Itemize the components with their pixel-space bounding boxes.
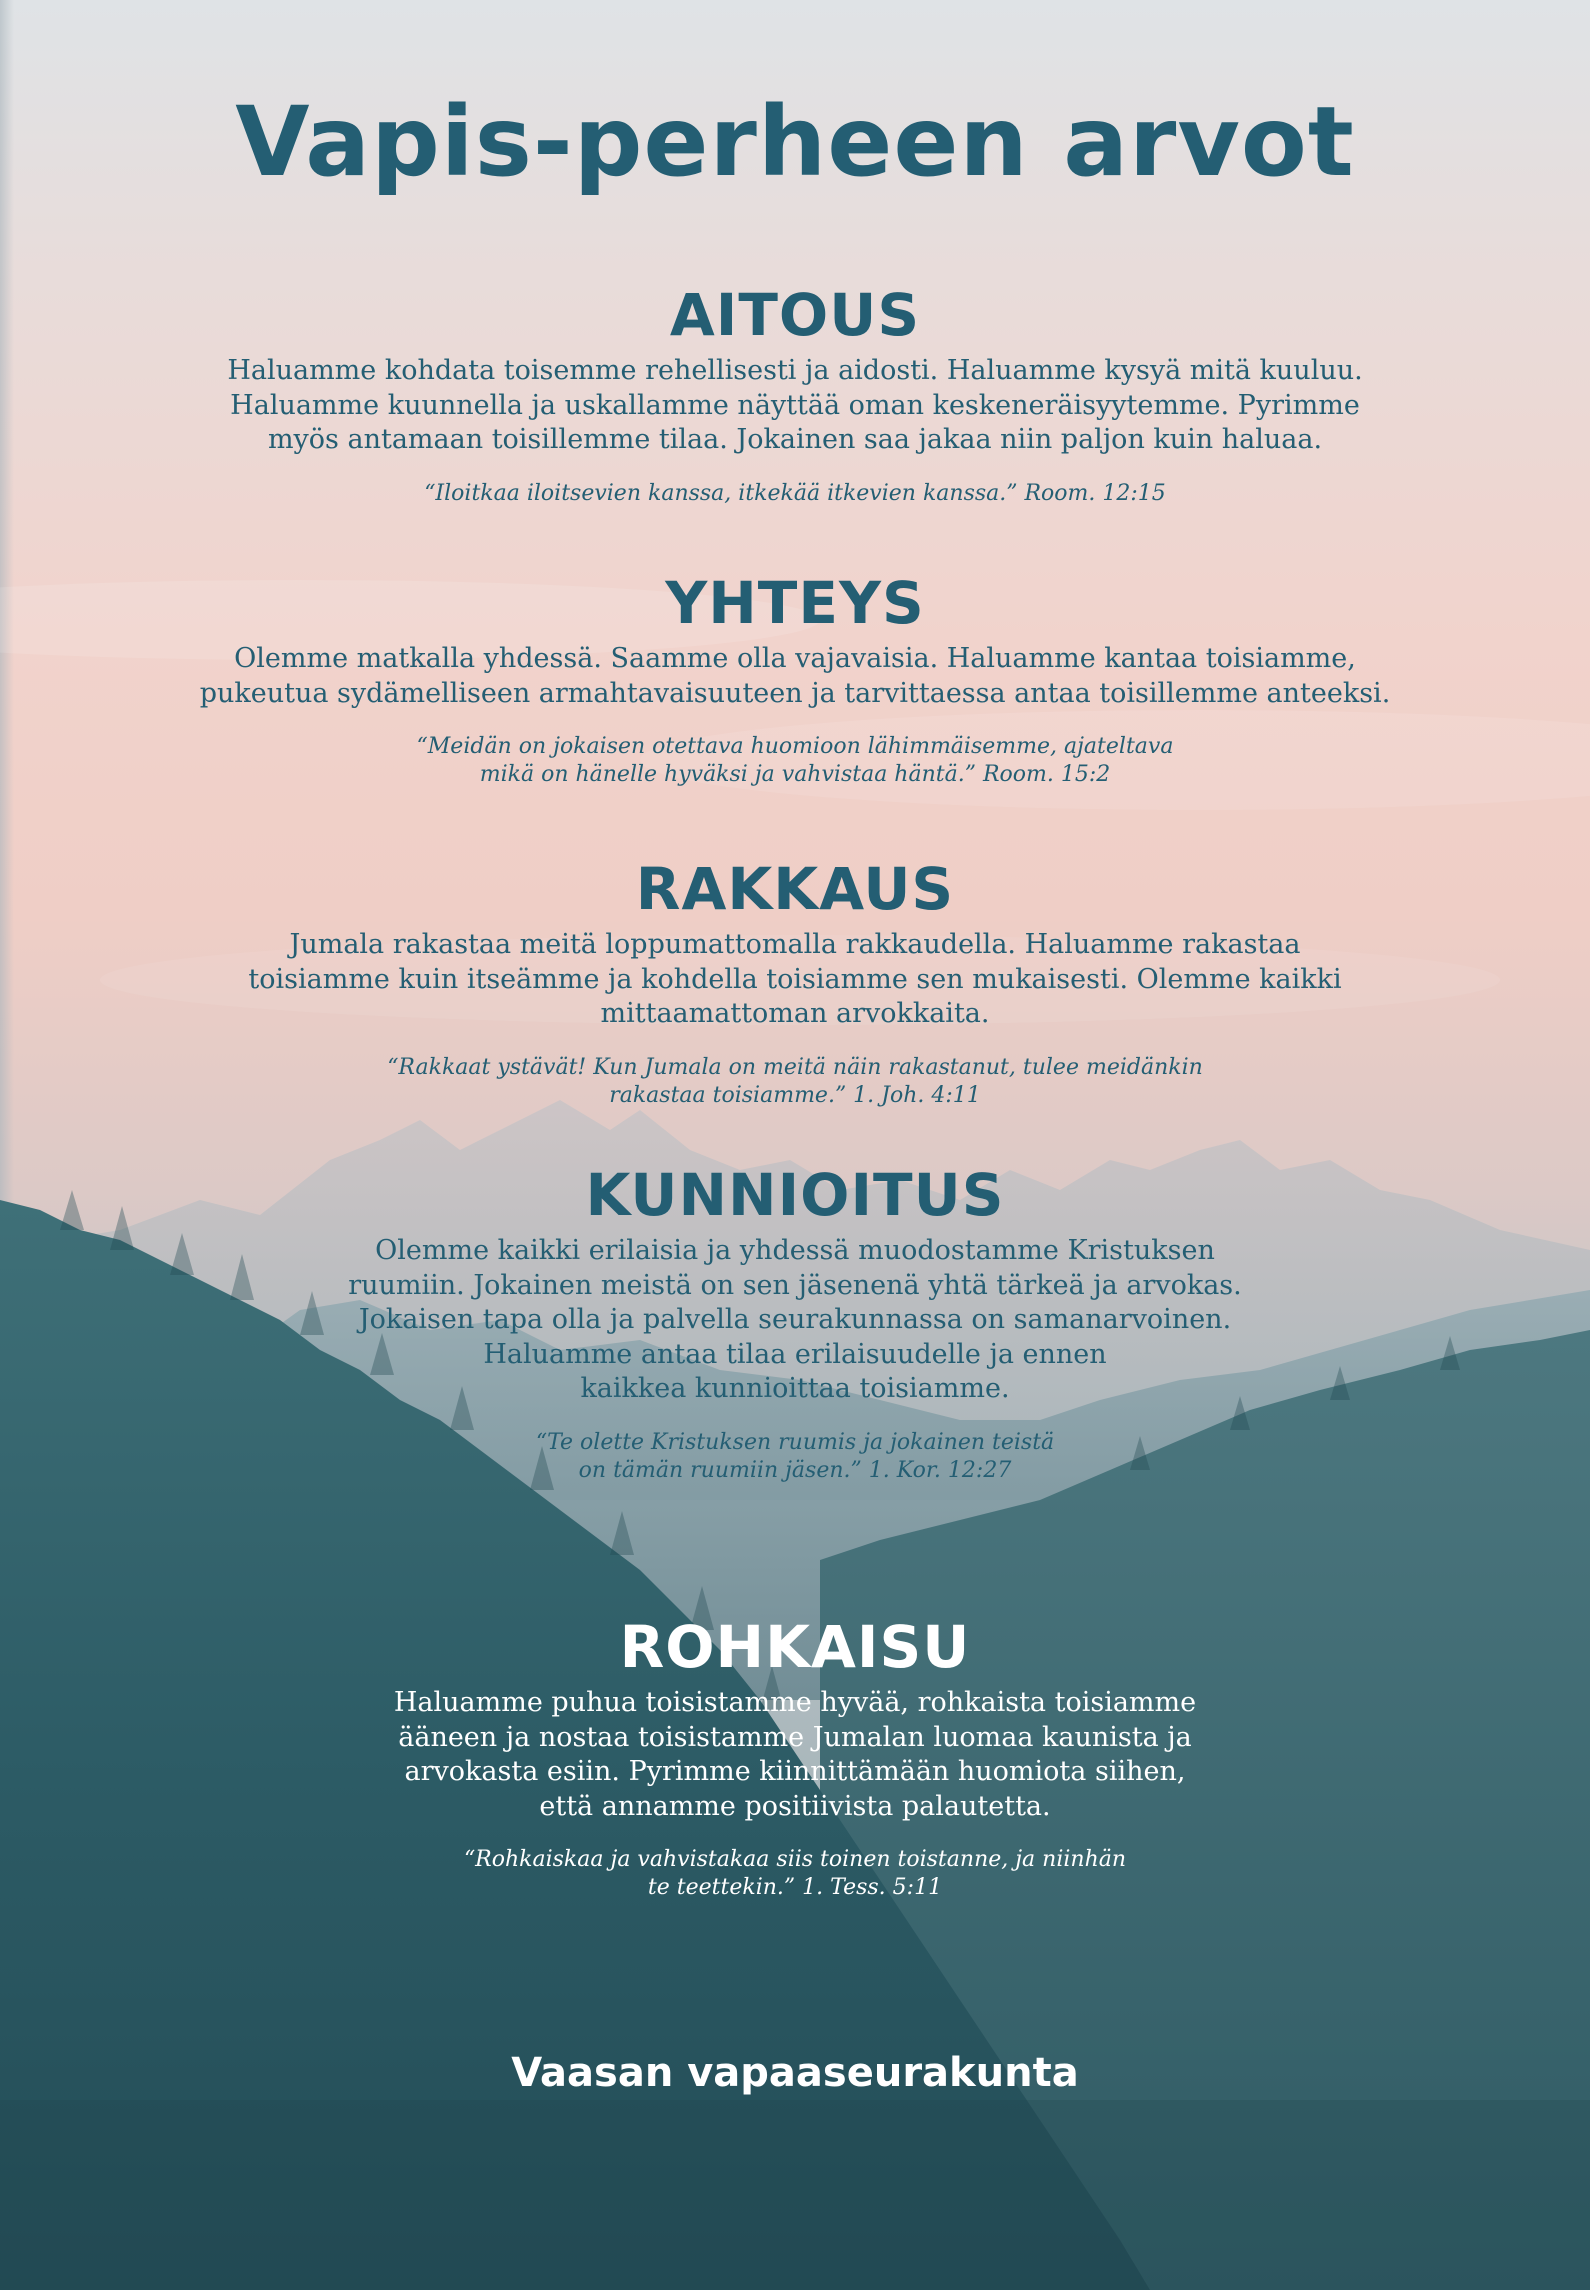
body-line: Jumala rakastaa meitä loppumattomalla rakkaudella. Haluamme rakastaa (289, 929, 1301, 960)
body-line: Haluamme kuunnella ja uskallamme näyttää oman keskeneräisyytemme. Pyrimme (230, 389, 1360, 421)
section-heading: RAKKAUS (635, 855, 955, 923)
section-rohkaisu (0, 1612, 1590, 1902)
body-line: toisiamme kuin itseämme ja kohdella toisiamme sen mukaisesti. Olemme kaikki (248, 963, 1342, 995)
body-line: ääneen ja nostaa toisistamme Jumalan luomaa kaunista ja (398, 1721, 1192, 1753)
section-yhteys (0, 568, 1590, 789)
section-aitous (0, 280, 1590, 508)
body-line: myös antamaan toisillemme tilaa. Jokainen saa jakaa niin paljon kuin haluaa. (267, 424, 1323, 455)
quote-line: “Rohkaiskaa ja vahvistakaa siis toinen toistanne, ja niinhän (463, 1847, 1127, 1872)
body-line: kaikkea kunnioittaa toisiamme. (580, 1373, 1010, 1404)
quote-line: te teettekin.” 1. Tess. 5:11 (647, 1875, 943, 1900)
body-line: arvokasta esiin. Pyrimme kiinnittämään huomiota siihen, (404, 1756, 1186, 1787)
section-quote (0, 1429, 1590, 1485)
quote-line: “Te olette Kristuksen ruumis ja jokainen teistä (535, 1429, 1055, 1455)
quote-line: on tämän ruumiin jäsen.” 1. Kor. 12:27 (578, 1457, 1012, 1483)
section-heading: YHTEYS (665, 569, 925, 637)
section-body (0, 354, 1590, 458)
body-line: että annamme positiivista palautetta. (539, 1790, 1051, 1822)
quote-line: “Meidän on jokaisen otettava huomioon lähimmäisemme, ajateltava (416, 734, 1174, 759)
section-quote (0, 1846, 1590, 1902)
body-line: Haluamme kohdata toisemme rehellisesti ja aidosti. Haluamme kysyä mitä kuuluu. (227, 355, 1363, 386)
body-line: Olemme kaikki erilaisia ja yhdessä muodostamme Kristuksen (375, 1235, 1215, 1266)
section-quote (0, 480, 1590, 508)
body-line: mittaamattoman arvokkaita. (600, 998, 990, 1029)
section-body (0, 642, 1590, 711)
body-line: Haluamme antaa tilaa erilaisuudelle ja ennen (483, 1338, 1107, 1370)
section-body (0, 928, 1590, 1032)
body-line: pukeutua sydämelliseen armahtavaisuuteen ja tarvittaessa antaa toisillemme anteeksi. (199, 677, 1391, 709)
section-rakkaus (0, 854, 1590, 1110)
section-kunnioitus (0, 1160, 1590, 1485)
poster-title: Vapis-perheen arvot (235, 86, 1355, 198)
section-heading: KUNNIOITUS (585, 1161, 1005, 1229)
quote-line: rakastaa toisiamme.” 1. Joh. 4:11 (609, 1082, 981, 1108)
section-quote (0, 1054, 1590, 1110)
quote-line: “Iloitkaa iloitsevien kanssa, itkekää itkevien kanssa.” Room. 12:15 (424, 480, 1166, 506)
poster-footer: Vaasan vapaaseurakunta (511, 2050, 1079, 2096)
body-line: ruumiin. Jokainen meistä on sen jäsenenä yhtä tärkeä ja arvokas. (348, 1269, 1242, 1301)
quote-line: mikä on hänelle hyväksi ja vahvistaa häntä.” Room. 15:2 (479, 762, 1111, 787)
section-body (0, 1234, 1590, 1407)
section-heading: AITOUS (669, 281, 921, 349)
body-line: Haluamme puhua toisistamme hyvää, rohkaista toisiamme (393, 1687, 1197, 1718)
section-quote (0, 733, 1590, 789)
body-line: Olemme matkalla yhdessä. Saamme olla vajavaisia. Haluamme kantaa toisiamme, (234, 643, 1356, 674)
section-heading: ROHKAISU (619, 1613, 971, 1681)
section-body (0, 1686, 1590, 1824)
quote-line: “Rakkaat ystävät! Kun Jumala on meitä näin rakastanut, tulee meidänkin (387, 1054, 1203, 1080)
body-line: Jokaisen tapa olla ja palvella seurakunnassa on samanarvoinen. (358, 1304, 1232, 1335)
